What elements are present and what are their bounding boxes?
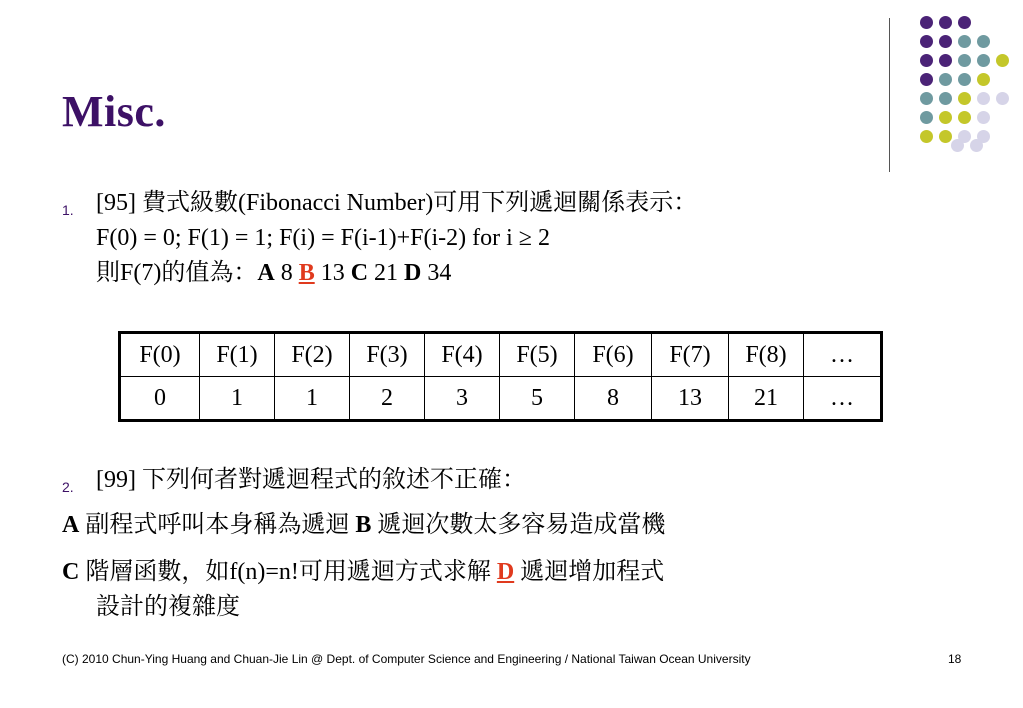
- divider-line: [889, 18, 890, 172]
- q1-number: 1.: [62, 202, 74, 218]
- decorative-dot: [920, 111, 933, 124]
- decorative-dot: [939, 54, 952, 67]
- table-value-cell: 1: [200, 377, 275, 421]
- decorative-dot: [920, 92, 933, 105]
- table-value-cell: 3: [425, 377, 500, 421]
- table-header-row: [120, 333, 882, 377]
- decorative-dot: [920, 73, 933, 86]
- q2-option-b-text: 遞迴次數太多容易造成當機: [371, 512, 666, 538]
- q2-option-a-label: A: [62, 512, 80, 538]
- table-header-cell: F(5): [500, 333, 575, 377]
- decorative-dot: [958, 73, 971, 86]
- decorative-dot: [977, 54, 990, 67]
- table-header-cell: F(3): [350, 333, 425, 377]
- q2-option-d-text: 遞迴增加程式: [514, 559, 665, 585]
- table-value-cell: 13: [652, 377, 729, 421]
- decorative-dot: [939, 130, 952, 143]
- q1-option-d-value: 34: [421, 260, 452, 286]
- decorative-dot: [958, 16, 971, 29]
- slide-title: Misc.: [62, 87, 166, 136]
- decorative-dot: [977, 92, 990, 105]
- decorative-dot: [939, 16, 952, 29]
- table-value-cell: …: [804, 377, 882, 421]
- decorative-dot: [939, 73, 952, 86]
- q1-option-b-label: B: [298, 260, 315, 286]
- q2-option-a-text: 副程式呼叫本身稱為遞迴: [79, 512, 356, 538]
- table-header-cell: F(4): [425, 333, 500, 377]
- decorative-dot: [996, 54, 1009, 67]
- q2-option-d-text-continued: 設計的複雜度: [96, 594, 240, 620]
- decorative-dot: [920, 130, 933, 143]
- decorative-dot: [939, 35, 952, 48]
- q1-option-c-value: 21: [368, 260, 405, 286]
- q1-option-b-value: 13: [314, 260, 351, 286]
- q2-option-b-label: B: [355, 512, 372, 538]
- table-value-cell: 2: [350, 377, 425, 421]
- decorative-dot: [958, 111, 971, 124]
- q1-option-c-label: C: [350, 260, 369, 286]
- decorative-dot: [977, 35, 990, 48]
- q2-options-cd: [62, 556, 664, 588]
- decorative-dot: [920, 35, 933, 48]
- q1-line3: [96, 257, 451, 289]
- table-header-cell: …: [804, 333, 882, 377]
- q1-option-a-label: A: [257, 260, 275, 286]
- table-value-cell: 1: [275, 377, 350, 421]
- table-value-cell: 0: [120, 377, 200, 421]
- decorative-dot: [977, 111, 990, 124]
- decorative-dot: [958, 35, 971, 48]
- table-value-cell: 8: [575, 377, 652, 421]
- q1-option-d-label: D: [404, 260, 422, 286]
- decorative-dot: [977, 73, 990, 86]
- q2-options-ab: [62, 509, 665, 541]
- fibonacci-table: [118, 331, 883, 422]
- decorative-dot: [951, 139, 964, 152]
- q1-line1: [95] 費式級數(Fibonacci Number)可用下列遞迴關係表示：: [96, 190, 698, 216]
- table-header-cell: F(6): [575, 333, 652, 377]
- decorative-dot: [996, 92, 1009, 105]
- table-value-cell: 5: [500, 377, 575, 421]
- table-value-row: [120, 377, 882, 421]
- page-number: 18: [948, 652, 962, 666]
- table-header-cell: F(0): [120, 333, 200, 377]
- q2-option-d-label: D: [496, 559, 515, 585]
- decorative-dot: [958, 130, 971, 143]
- q2-option-c-label: C: [62, 559, 80, 585]
- q2-option-c-text: 階層函數，如f(n)=n!可用遞迴方式求解: [79, 559, 497, 585]
- decorative-dot: [958, 92, 971, 105]
- q2-line1: [99] 下列何者對遞迴程式的敘述不正確：: [96, 467, 526, 493]
- decorative-dot: [939, 92, 952, 105]
- q1-line2: F(0) = 0; F(1) = 1; F(i) = F(i-1)+F(i-2) for i ≥ 2: [96, 225, 550, 251]
- table-value-cell: 21: [729, 377, 804, 421]
- decorative-dot: [920, 54, 933, 67]
- q2-number: 2.: [62, 479, 74, 495]
- footer-copyright: (C) 2010 Chun-Ying Huang and Chuan-Jie Lin @ Dept. of Computer Science and Engineering / National Taiwan Ocean University: [62, 652, 751, 666]
- q1-question-prefix: 則F(7)的值為：: [96, 260, 258, 286]
- decorative-dot: [958, 54, 971, 67]
- table-header-cell: F(2): [275, 333, 350, 377]
- decorative-dot: [970, 139, 983, 152]
- decorative-dot: [977, 130, 990, 143]
- q1-option-a-value: 8: [274, 260, 299, 286]
- decorative-dot: [920, 16, 933, 29]
- decorative-dot: [939, 111, 952, 124]
- table-header-cell: F(1): [200, 333, 275, 377]
- table-header-cell: F(7): [652, 333, 729, 377]
- table-header-cell: F(8): [729, 333, 804, 377]
